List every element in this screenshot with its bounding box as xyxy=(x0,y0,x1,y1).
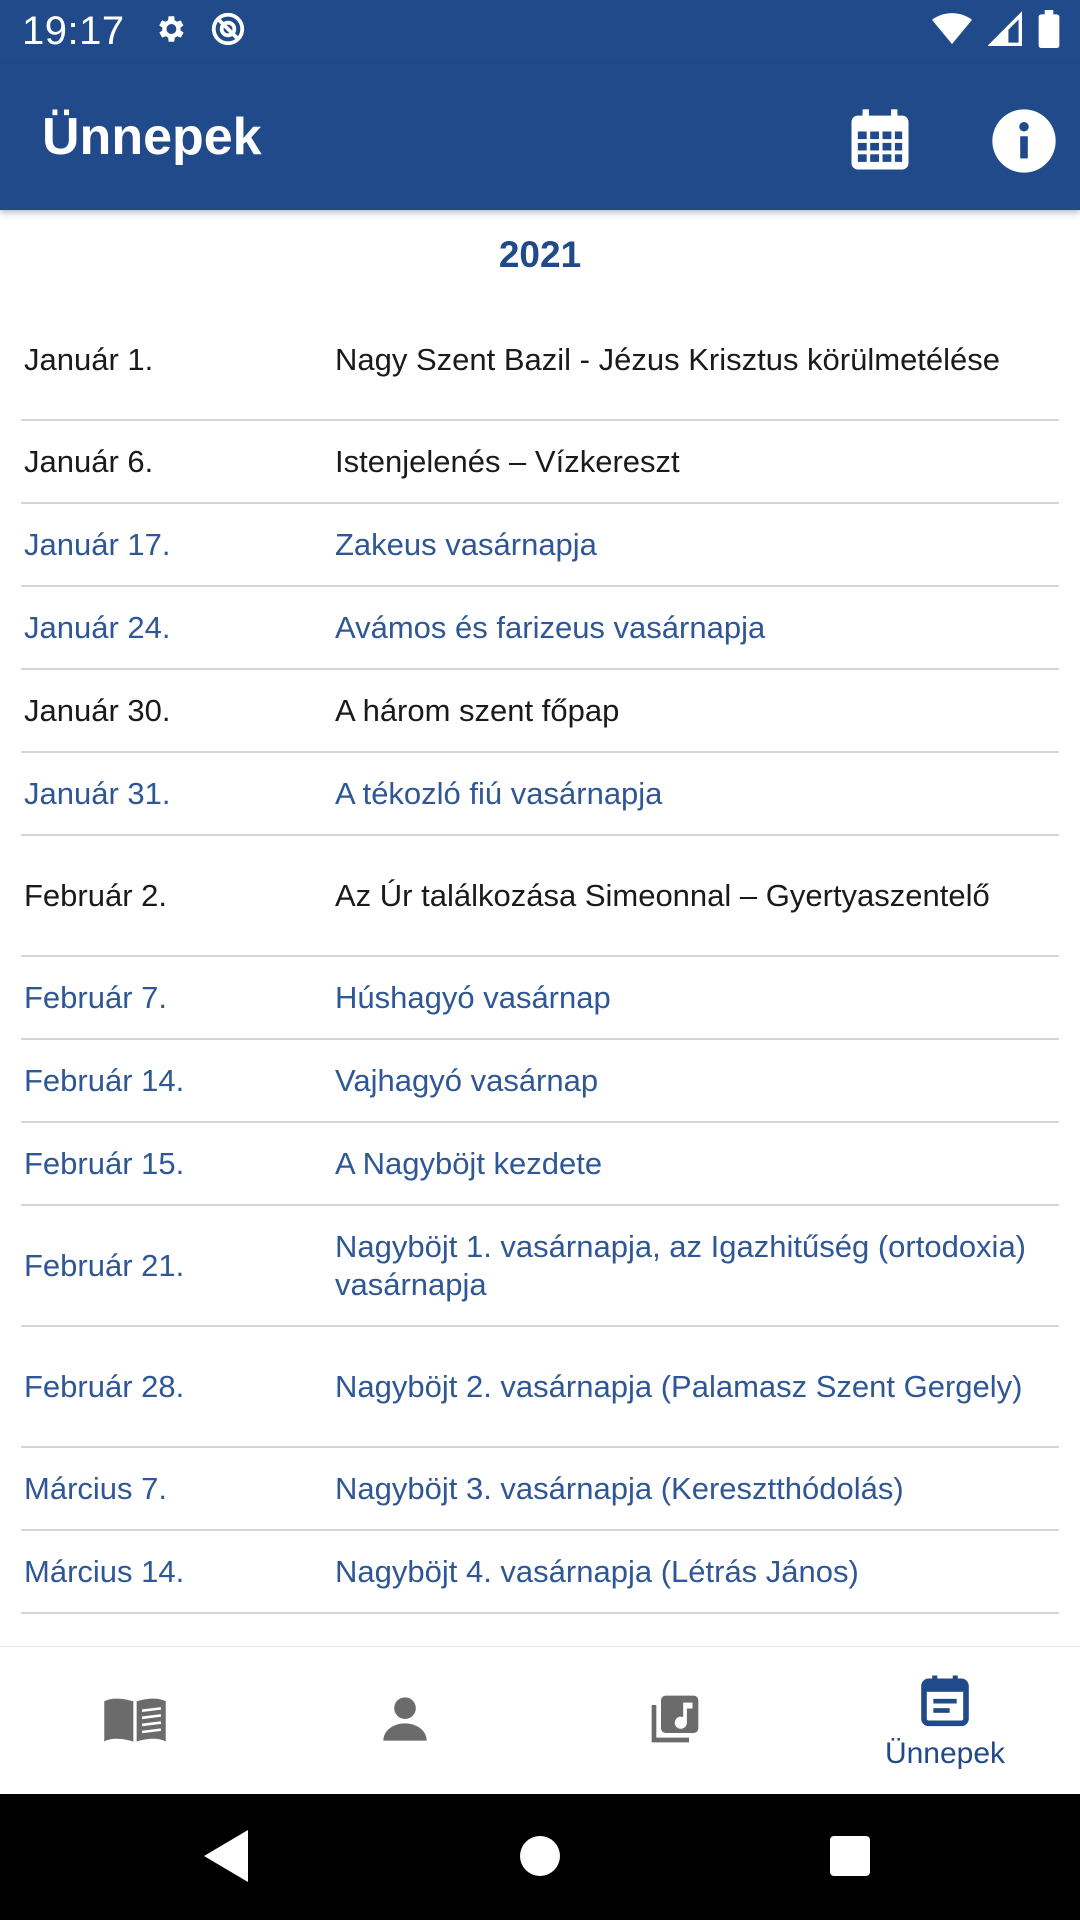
music-library-icon xyxy=(647,1691,703,1752)
list-item[interactable] xyxy=(21,1040,1059,1123)
holiday-date: Január 31. xyxy=(24,775,171,811)
holiday-date: Január 24. xyxy=(24,609,171,645)
list-item[interactable] xyxy=(21,1327,1059,1448)
wifi-icon xyxy=(932,11,972,52)
holiday-date: Február 21. xyxy=(24,1247,185,1283)
holiday-name: Nagyböjt 3. vasárnapja (Keresztthódolás) xyxy=(335,1470,904,1506)
holiday-date: Január 6. xyxy=(24,443,154,479)
vpn-icon xyxy=(209,10,247,53)
holiday-date: Január 1. xyxy=(24,341,154,377)
calendar-icon xyxy=(842,166,918,183)
year-heading: 2021 xyxy=(498,234,582,275)
holiday-date: Február 14. xyxy=(24,1062,185,1098)
list-item[interactable] xyxy=(21,836,1059,957)
signal-icon xyxy=(988,11,1022,52)
back-icon[interactable] xyxy=(204,1830,248,1887)
list-item[interactable] xyxy=(21,1206,1059,1327)
holiday-name: Nagyböjt 4. vasárnapja (Létrás János) xyxy=(335,1553,859,1589)
holiday-date: Február 15. xyxy=(24,1145,185,1181)
home-icon[interactable] xyxy=(520,1836,560,1881)
nav-item-book[interactable] xyxy=(0,1647,270,1795)
list-item[interactable] xyxy=(21,1123,1059,1206)
app-bar xyxy=(0,63,1080,210)
holiday-name: Nagyböjt 2. vasárnapja (Palamasz Szent Gergely) xyxy=(335,1368,1023,1404)
holiday-name: Avámos és farizeus vasárnapja xyxy=(335,609,766,645)
nav-item-holidays[interactable] xyxy=(810,1647,1080,1795)
list-item[interactable] xyxy=(21,1448,1059,1531)
holiday-date: Február 28. xyxy=(24,1368,185,1404)
holiday-name: A három szent főpap xyxy=(335,692,620,728)
list-item[interactable] xyxy=(21,504,1059,587)
holiday-name: Zakeus vasárnapja xyxy=(335,526,597,562)
holiday-name: A tékozló fiú vasárnapja xyxy=(335,775,663,811)
info-button[interactable] xyxy=(986,103,1062,179)
nav-item-person[interactable] xyxy=(270,1647,540,1795)
holiday-name: Istenjelenés – Vízkereszt xyxy=(335,443,680,479)
holiday-date: Január 17. xyxy=(24,526,171,562)
holiday-name: Nagy Szent Bazil - Jézus Krisztus körülmetélése xyxy=(335,341,1001,377)
holiday-name: Nagyböjt 1. vasárnapja, az Igazhitűség (ortodoxia) vasárnapja xyxy=(335,1228,1027,1302)
holiday-name: A Nagyböjt kezdete xyxy=(335,1145,603,1181)
holiday-date: Február 7. xyxy=(24,979,168,1015)
holiday-date: Március 14. xyxy=(24,1553,185,1589)
status-bar xyxy=(0,0,1080,63)
holiday-name: Az Úr találkozása Simeonnal – Gyertyaszentelő xyxy=(335,877,990,913)
holiday-name: Húshagyó vasárnap xyxy=(335,979,611,1015)
holiday-list-container[interactable] xyxy=(0,210,1080,1646)
nav-label-holidays: Ünnepek xyxy=(884,1736,1006,1770)
nav-item-music[interactable] xyxy=(540,1647,810,1795)
list-item[interactable] xyxy=(21,753,1059,836)
list-item[interactable] xyxy=(21,957,1059,1040)
list-item[interactable] xyxy=(21,1531,1059,1614)
bottom-navigation xyxy=(0,1646,1080,1795)
list-item[interactable] xyxy=(21,421,1059,504)
event-note-icon xyxy=(917,1672,973,1733)
person-icon xyxy=(379,1693,431,1750)
holiday-list xyxy=(21,300,1059,1614)
page-title: Ünnepek xyxy=(42,108,262,166)
holiday-date: Március 7. xyxy=(24,1470,167,1506)
list-item[interactable] xyxy=(21,300,1059,421)
book-icon xyxy=(104,1693,166,1750)
list-item[interactable] xyxy=(21,670,1059,753)
list-item[interactable] xyxy=(21,587,1059,670)
holiday-date: Január 30. xyxy=(24,692,171,728)
system-navigation-bar xyxy=(0,1794,1080,1920)
holiday-date: Február 2. xyxy=(24,877,168,913)
info-icon xyxy=(986,166,1062,183)
status-time: 19:17 xyxy=(22,9,125,53)
calendar-button[interactable] xyxy=(842,103,918,179)
settings-icon xyxy=(153,12,187,51)
holiday-name: Vajhagyó vasárnap xyxy=(335,1062,599,1098)
battery-icon xyxy=(1038,10,1060,53)
recents-icon[interactable] xyxy=(830,1836,870,1881)
